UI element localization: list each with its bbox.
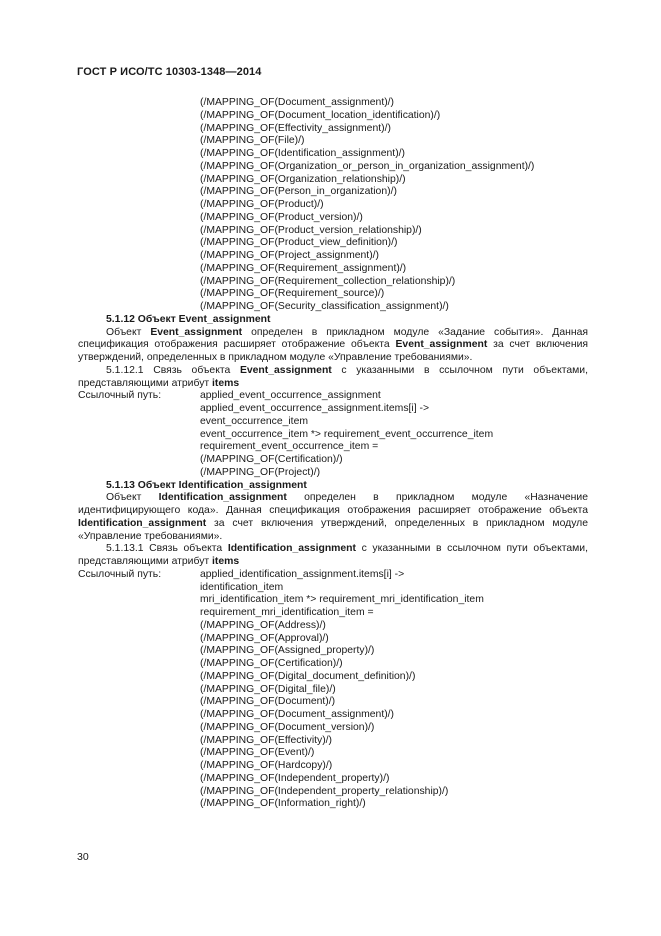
mapping-line: (/MAPPING_OF(Identification_assignment)/)	[200, 148, 405, 159]
reference-path-line: (/MAPPING_OF(Certification)/)	[200, 454, 343, 465]
reference-path-line: (/MAPPING_OF(Digital_file)/)	[200, 683, 336, 695]
reference-path-line: (/MAPPING_OF(Independent_property_relationship)/)	[200, 785, 449, 797]
mapping-line: (/MAPPING_OF(Organization_or_person_in_organization_assignment)/)	[200, 160, 535, 172]
reference-path-line: (/MAPPING_OF(Document_assignment)/)	[200, 709, 395, 720]
reference-path-line: (/MAPPING_OF(Hardcopy)/)	[200, 760, 333, 771]
reference-path-line: (/MAPPING_OF(Information_right)/)	[200, 798, 366, 810]
reference-path-line: requirement_event_occurrence_item =	[200, 441, 379, 453]
reference-path-5-1-12-1	[78, 390, 588, 479]
reference-path-line: (/MAPPING_OF(Document_version)/)	[200, 721, 375, 733]
mapping-list-top	[78, 97, 588, 314]
mapping-line: (/MAPPING_OF(Effectivity_assignment)/)	[200, 122, 391, 134]
mapping-line: (/MAPPING_OF(Requirement_source)/)	[200, 288, 385, 300]
mapping-line: (/MAPPING_OF(Project_assignment)/)	[200, 250, 379, 261]
reference-path-line: mri_identification_item *> requirement_mri_identification_item	[200, 594, 484, 606]
mapping-line: (/MAPPING_OF(Document_assignment)/)	[200, 97, 395, 108]
reference-path-line: (/MAPPING_OF(Digital_document_definition)/)	[200, 670, 416, 682]
reference-path-label: Ссылочный путь:	[78, 390, 162, 402]
reference-path-line: (/MAPPING_OF(Effectivity)/)	[200, 734, 333, 746]
reference-path-line: applied_event_occurrence_assignment	[200, 390, 381, 402]
mapping-line: (/MAPPING_OF(Product_view_definition)/)	[200, 237, 398, 249]
reference-path-line: (/MAPPING_OF(Assigned_property)/)	[200, 645, 375, 657]
section-5-1-12-paragraph: Объект Event_assignment определен в прикладном модуле «Задание события». Данная спецификация отображения расширяет отображение объекта Event_assignment за счет включения утверждений, определенных в прикладном модуле «Управление требованиями».	[78, 326, 588, 363]
subsection-5-1-12-1-paragraph: 5.1.12.1 Связь объекта Event_assignment с указанными в ссылочном пути объектами, представляющими атрибут items	[78, 364, 589, 389]
page-content	[78, 97, 588, 811]
subsection-5-1-13-1-paragraph: 5.1.13.1 Связь объекта Identification_assignment с указанными в ссылочном пути объектами, представляющими атрибут items	[78, 543, 588, 567]
section-heading-5-1-13: 5.1.13 Объект Identification_assignment	[106, 479, 307, 491]
reference-path-line: (/MAPPING_OF(Event)/)	[200, 747, 315, 759]
page-number: 30	[77, 851, 89, 863]
reference-path-line: (/MAPPING_OF(Certification)/)	[200, 658, 343, 669]
reference-path-label: Ссылочный путь:	[78, 568, 162, 580]
reference-path-row	[78, 390, 588, 403]
reference-path-line: identification_item	[200, 581, 284, 593]
mapping-line: (/MAPPING_OF(File)/)	[200, 135, 305, 147]
reference-path-line: (/MAPPING_OF(Approval)/)	[200, 632, 329, 644]
reference-path-line: applied_event_occurrence_assignment.items[i] ->	[200, 403, 430, 414]
mapping-line: (/MAPPING_OF(Product_version)/)	[200, 211, 363, 223]
reference-path-line: (/MAPPING_OF(Document)/)	[200, 696, 336, 708]
reference-path-line: (/MAPPING_OF(Address)/)	[200, 619, 326, 631]
reference-path-line: event_occurrence_item	[200, 415, 309, 427]
reference-path-5-1-13-1	[78, 569, 588, 811]
section-heading-5-1-12: 5.1.12 Объект Event_assignment	[106, 313, 271, 325]
mapping-line: (/MAPPING_OF(Product)/)	[200, 199, 324, 210]
mapping-line: (/MAPPING_OF(Person_in_organization)/)	[200, 186, 397, 198]
reference-path-line: applied_identification_assignment.items[i] ->	[200, 568, 405, 580]
reference-path-line: (/MAPPING_OF(Independent_property)/)	[200, 772, 390, 784]
mapping-line: (/MAPPING_OF(Organization_relationship)/)	[200, 173, 406, 185]
reference-path-line: (/MAPPING_OF(Project)/)	[200, 466, 321, 478]
mapping-line: (/MAPPING_OF(Document_location_identification)/)	[200, 109, 441, 121]
mapping-line: (/MAPPING_OF(Requirement_assignment)/)	[200, 262, 407, 274]
reference-path-row	[78, 569, 588, 582]
mapping-line: (/MAPPING_OF(Requirement_collection_relationship)/)	[200, 275, 456, 287]
mapping-line: (/MAPPING_OF(Product_version_relationship)/)	[200, 224, 422, 236]
mapping-line: (/MAPPING_OF(Security_classification_assignment)/)	[200, 301, 449, 312]
reference-path-line: requirement_mri_identification_item =	[200, 607, 374, 618]
reference-path-line: event_occurrence_item *> requirement_event_occurrence_item	[200, 428, 494, 440]
section-5-1-13-paragraph: Объект Identification_assignment определен в прикладном модуле «Назначение идентифицирующего кода». Данная спецификация отображения расширяет отображение объекта Identification_assignment за счет включения утверждений, определенных в прикладном модуле «Управление требованиями».	[78, 492, 588, 542]
document-header: ГОСТ Р ИСО/ТС 10303-1348—2014	[77, 66, 262, 78]
